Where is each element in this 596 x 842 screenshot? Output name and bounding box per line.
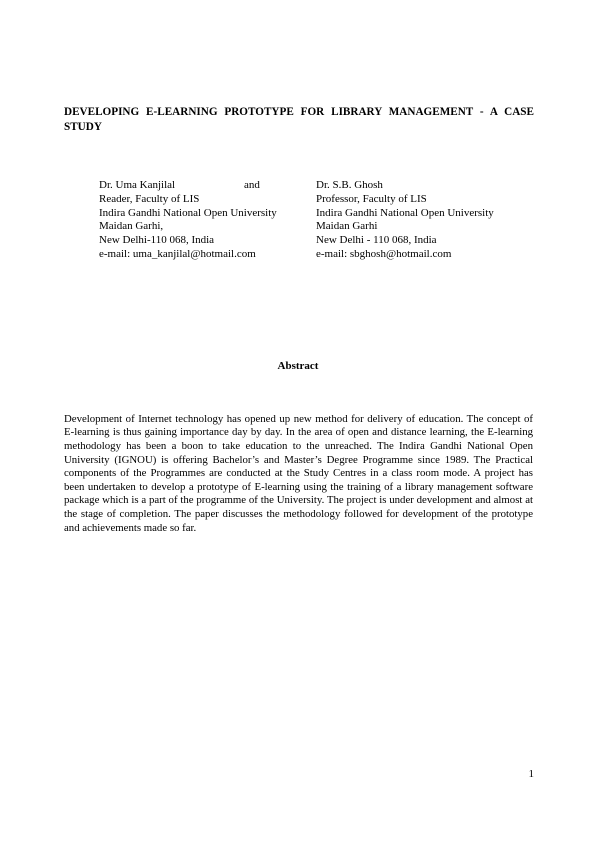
author-2-institution: Indira Gandhi National Open University — [316, 206, 494, 219]
abstract-heading: Abstract — [277, 360, 319, 372]
paper-title: DEVELOPING E-LEARNING PROTOTYPE FOR LIBRARY MANAGEMENT - A CASE STUDY — [64, 105, 534, 133]
author-1-address-line1: Maidan Garhi, — [99, 220, 164, 233]
author-2-name: Dr. S.B. Ghosh — [316, 179, 383, 191]
author-2-position: Professor, Faculty of LIS — [316, 192, 427, 205]
author-1-position: Reader, Faculty of LIS — [99, 192, 200, 205]
author-2-address-line1: Maidan Garhi — [316, 220, 378, 233]
author-2-address-line2: New Delhi - 110 068, India — [316, 234, 437, 247]
author-2-email: e-mail: sbghosh@hotmail.com — [316, 247, 452, 260]
author-1-name: Dr. Uma Kanjilal — [99, 179, 176, 191]
abstract-text: Development of Internet technology has opened up new method for delivery of education. The concept of E-learning is thus gaining importance day by day. In the area of open and distance learning, the E-learning methodology has been a boon to take education to the unreached. The Indira Gandhi National Open University (IGNOU) is offering Bachelor’s and Master’s Degree Programme since 1989. The Practical components of the Programmes are conducted at the Study Centres in a class room mode. A project has been undertaken to develop a prototype of E-learning using the training of a library management software package which is a part of the programme of the University. The project is under development and almost at the stage of completion. The paper discusses the methodology followed for development of the prototype and achievements made so far. — [64, 412, 533, 534]
author-1-address-line2: New Delhi-110 068, India — [99, 234, 215, 247]
author-2 — [316, 179, 526, 262]
author-1 — [99, 179, 309, 262]
author-conjunction: and — [244, 179, 260, 191]
author-1-institution: Indira Gandhi National Open University — [99, 206, 277, 219]
page-number: 1 — [528, 768, 534, 780]
author-1-email: e-mail: uma_kanjilal@hotmail.com — [99, 247, 256, 260]
